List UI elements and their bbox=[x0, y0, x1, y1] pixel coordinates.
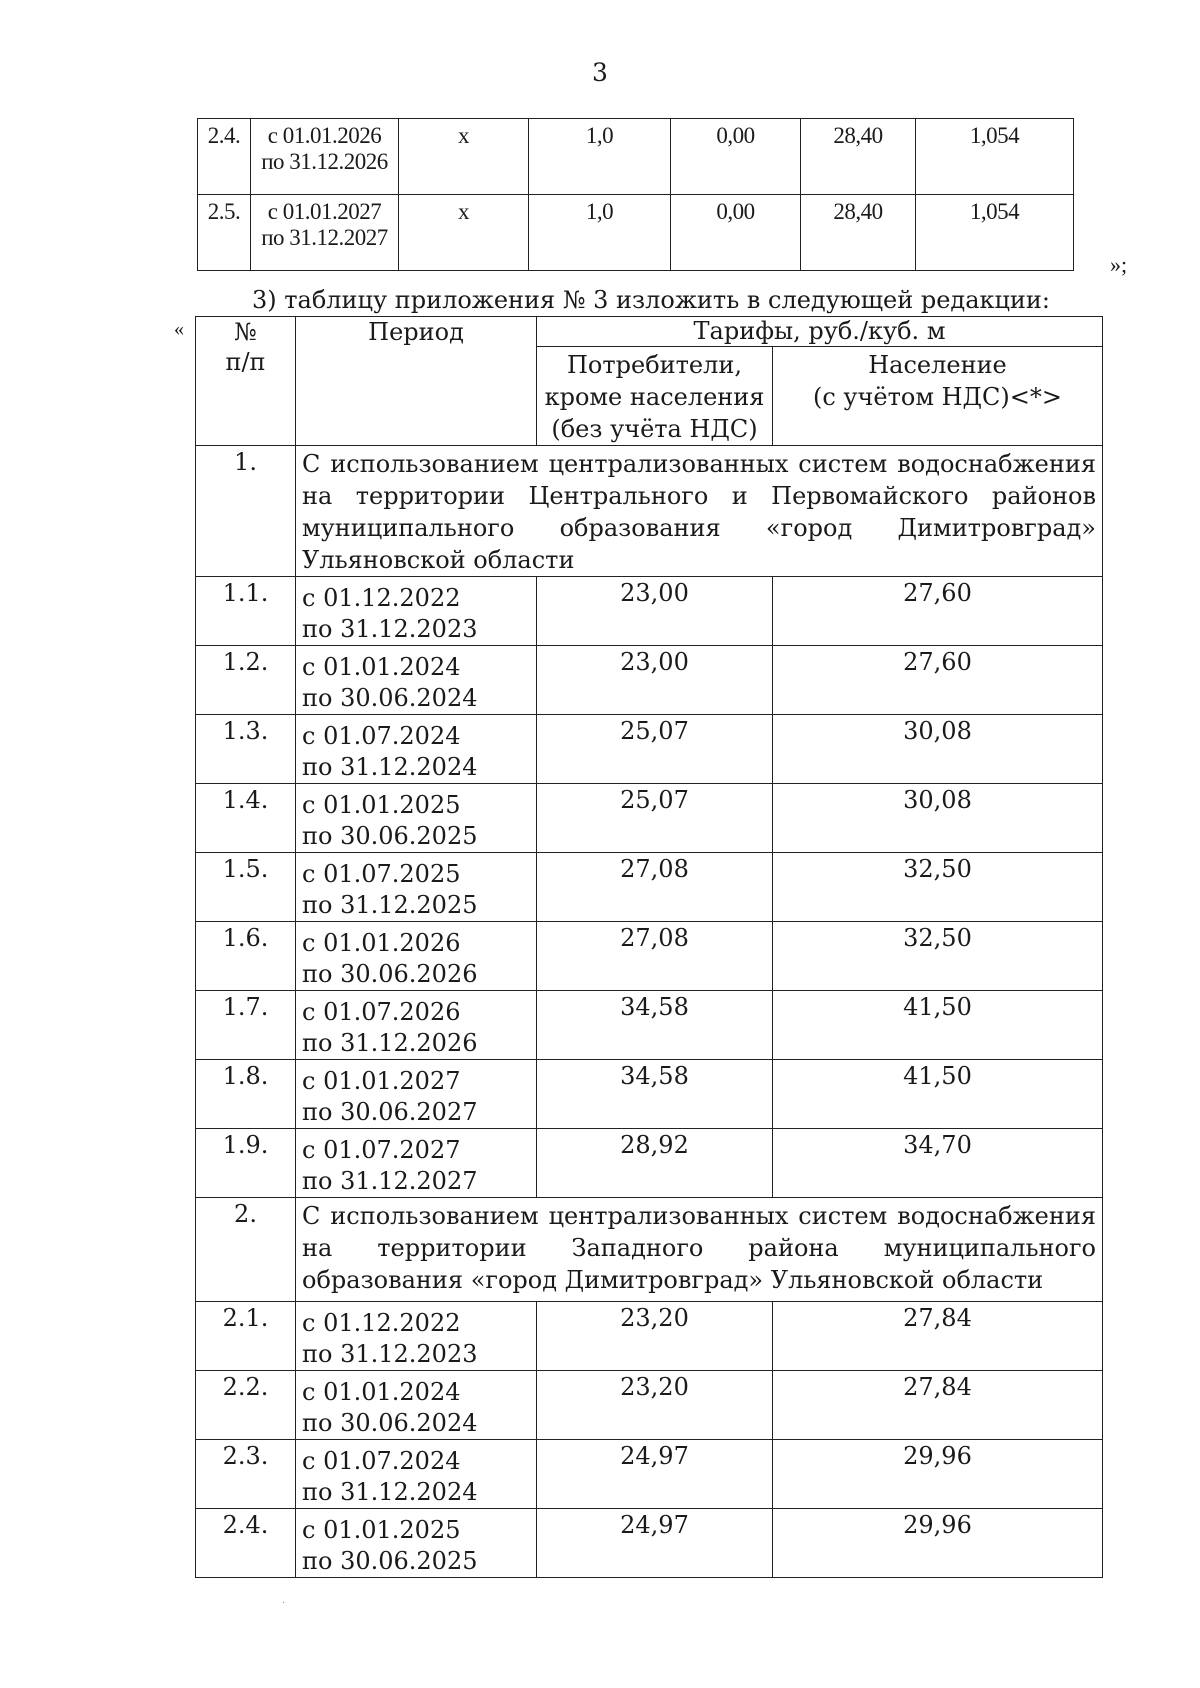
table-row bbox=[198, 119, 1074, 195]
table-cell: х bbox=[399, 195, 529, 271]
period-to: по 31.12.2027 bbox=[302, 1167, 478, 1195]
table-row bbox=[196, 853, 1103, 922]
header-population bbox=[773, 347, 1103, 446]
header-consumers-line: (без учёта НДС) bbox=[551, 415, 758, 443]
table-cell: 0,00 bbox=[671, 195, 801, 271]
table-row bbox=[196, 1129, 1103, 1198]
row-number: 1.2. bbox=[196, 646, 296, 715]
period-from: с 01.01.2027 bbox=[267, 199, 382, 224]
header-consumers-line: кроме населения bbox=[544, 383, 765, 411]
consumers-tariff: 24,97 bbox=[537, 1440, 773, 1509]
header-num-label: п/п bbox=[225, 348, 266, 376]
section-row bbox=[196, 446, 1103, 577]
population-tariff: 27,60 bbox=[773, 577, 1103, 646]
row-number: 1.4. bbox=[196, 784, 296, 853]
population-tariff: 29,96 bbox=[773, 1440, 1103, 1509]
table-cell: 28,40 bbox=[801, 119, 916, 195]
population-tariff: 29,96 bbox=[773, 1509, 1103, 1578]
period-cell bbox=[251, 119, 399, 195]
period-to: по 31.12.2024 bbox=[302, 1478, 478, 1506]
row-number: 2.2. bbox=[196, 1371, 296, 1440]
period-cell bbox=[296, 646, 537, 715]
consumers-tariff: 25,07 bbox=[537, 715, 773, 784]
period-from: с 01.01.2026 bbox=[302, 929, 461, 957]
period-from: с 01.01.2024 bbox=[302, 653, 461, 681]
header-period: Период bbox=[296, 317, 537, 446]
consumers-tariff: 23,20 bbox=[537, 1371, 773, 1440]
period-from: с 01.01.2024 bbox=[302, 1378, 461, 1406]
header-row bbox=[196, 317, 1103, 347]
period-cell bbox=[296, 1440, 537, 1509]
period-cell bbox=[296, 577, 537, 646]
row-number: 2.4. bbox=[198, 119, 251, 195]
period-to: по 30.06.2024 bbox=[302, 684, 478, 712]
consumers-tariff: 27,08 bbox=[537, 853, 773, 922]
table-row bbox=[196, 784, 1103, 853]
consumers-tariff: 23,00 bbox=[537, 577, 773, 646]
consumers-tariff: 23,20 bbox=[537, 1302, 773, 1371]
header-population-line: (с учётом НДС)<*> bbox=[812, 383, 1063, 411]
closing-quote: »; bbox=[1110, 252, 1128, 277]
row-number: 1.3. bbox=[196, 715, 296, 784]
population-tariff: 30,08 bbox=[773, 784, 1103, 853]
period-to: по 31.12.2027 bbox=[261, 225, 388, 250]
table-cell: 0,00 bbox=[671, 119, 801, 195]
table-row bbox=[196, 1440, 1103, 1509]
table-row bbox=[196, 1302, 1103, 1371]
intro-paragraph: 3) таблицу приложения № 3 изложить в следующей редакции: bbox=[252, 286, 1051, 314]
period-from: с 01.07.2024 bbox=[302, 722, 461, 750]
consumers-tariff: 25,07 bbox=[537, 784, 773, 853]
period-to: по 31.12.2024 bbox=[302, 753, 478, 781]
header-num-symbol: № bbox=[234, 318, 257, 346]
period-from: с 01.01.2026 bbox=[267, 123, 382, 148]
header-num bbox=[196, 317, 296, 446]
period-cell bbox=[296, 1129, 537, 1198]
period-to: по 30.06.2026 bbox=[302, 960, 478, 988]
header-population-line: Население bbox=[868, 351, 1007, 379]
period-to: по 31.12.2026 bbox=[302, 1029, 478, 1057]
period-to: по 31.12.2023 bbox=[302, 615, 478, 643]
table-row bbox=[196, 991, 1103, 1060]
consumers-tariff: 28,92 bbox=[537, 1129, 773, 1198]
table-row bbox=[196, 922, 1103, 991]
row-number: 1.9. bbox=[196, 1129, 296, 1198]
row-number: 1.8. bbox=[196, 1060, 296, 1129]
period-cell bbox=[296, 1302, 537, 1371]
row-number: 2.5. bbox=[198, 195, 251, 271]
section-row bbox=[196, 1198, 1103, 1302]
population-tariff: 41,50 bbox=[773, 991, 1103, 1060]
period-cell bbox=[296, 715, 537, 784]
section-title: С использованием централизованных систем водоснабжения на территории Центрального и Первомайского районов муниципального образования «город Димитровград» Ульяновской области bbox=[296, 446, 1103, 577]
period-to: по 30.06.2025 bbox=[302, 822, 478, 850]
period-to: по 31.12.2023 bbox=[302, 1340, 478, 1368]
period-to: по 31.12.2025 bbox=[302, 891, 478, 919]
table-row bbox=[196, 577, 1103, 646]
consumers-tariff: 23,00 bbox=[537, 646, 773, 715]
table-row bbox=[196, 1371, 1103, 1440]
period-to: по 30.06.2027 bbox=[302, 1098, 478, 1126]
period-cell bbox=[296, 1060, 537, 1129]
row-number: 1.1. bbox=[196, 577, 296, 646]
table-row bbox=[198, 195, 1074, 271]
population-tariff: 32,50 bbox=[773, 853, 1103, 922]
population-tariff: 30,08 bbox=[773, 715, 1103, 784]
period-from: с 01.07.2024 bbox=[302, 1447, 461, 1475]
period-from: с 01.12.2022 bbox=[302, 1309, 461, 1337]
opening-quote: « bbox=[174, 318, 184, 340]
table-row bbox=[196, 1509, 1103, 1578]
period-cell bbox=[296, 1371, 537, 1440]
header-consumers-line: Потребители, bbox=[566, 351, 743, 379]
top-tariff-table bbox=[197, 118, 1074, 271]
consumers-tariff: 24,97 bbox=[537, 1509, 773, 1578]
main-tariff-table bbox=[195, 316, 1103, 1578]
table-cell: 1,054 bbox=[916, 195, 1074, 271]
table-cell: 1,054 bbox=[916, 119, 1074, 195]
table-row bbox=[196, 646, 1103, 715]
period-from: с 01.12.2022 bbox=[302, 584, 461, 612]
header-tariffs: Тарифы, руб./куб. м bbox=[537, 317, 1103, 347]
period-cell bbox=[296, 853, 537, 922]
period-cell bbox=[296, 1509, 537, 1578]
period-to: по 31.12.2026 bbox=[261, 149, 388, 174]
population-tariff: 27,60 bbox=[773, 646, 1103, 715]
page-number: 3 bbox=[592, 58, 608, 87]
consumers-tariff: 27,08 bbox=[537, 922, 773, 991]
table-cell: х bbox=[399, 119, 529, 195]
consumers-tariff: 34,58 bbox=[537, 1060, 773, 1129]
consumers-tariff: 34,58 bbox=[537, 991, 773, 1060]
scan-speck: · bbox=[282, 1598, 286, 1609]
row-number: 2.4. bbox=[196, 1509, 296, 1578]
section-number: 1. bbox=[196, 446, 296, 577]
header-consumers bbox=[537, 347, 773, 446]
period-cell bbox=[296, 784, 537, 853]
population-tariff: 41,50 bbox=[773, 1060, 1103, 1129]
table-cell: 28,40 bbox=[801, 195, 916, 271]
population-tariff: 34,70 bbox=[773, 1129, 1103, 1198]
population-tariff: 32,50 bbox=[773, 922, 1103, 991]
period-from: с 01.07.2027 bbox=[302, 1136, 461, 1164]
row-number: 1.5. bbox=[196, 853, 296, 922]
table-row bbox=[196, 715, 1103, 784]
period-from: с 01.07.2026 bbox=[302, 998, 461, 1026]
row-number: 2.1. bbox=[196, 1302, 296, 1371]
period-to: по 30.06.2025 bbox=[302, 1547, 478, 1575]
row-number: 2.3. bbox=[196, 1440, 296, 1509]
table-cell: 1,0 bbox=[529, 195, 671, 271]
population-tariff: 27,84 bbox=[773, 1371, 1103, 1440]
table-row bbox=[196, 1060, 1103, 1129]
period-cell bbox=[296, 922, 537, 991]
table-cell: 1,0 bbox=[529, 119, 671, 195]
population-tariff: 27,84 bbox=[773, 1302, 1103, 1371]
section-number: 2. bbox=[196, 1198, 296, 1302]
period-cell bbox=[296, 991, 537, 1060]
period-cell bbox=[251, 195, 399, 271]
period-to: по 30.06.2024 bbox=[302, 1409, 478, 1437]
period-from: с 01.01.2027 bbox=[302, 1067, 461, 1095]
period-from: с 01.07.2025 bbox=[302, 860, 461, 888]
period-from: с 01.01.2025 bbox=[302, 791, 461, 819]
row-number: 1.7. bbox=[196, 991, 296, 1060]
row-number: 1.6. bbox=[196, 922, 296, 991]
section-title: С использованием централизованных систем водоснабжения на территории Западного района муниципального образования «город Димитровград» Ульяновской области bbox=[296, 1198, 1103, 1302]
period-from: с 01.01.2025 bbox=[302, 1516, 461, 1544]
